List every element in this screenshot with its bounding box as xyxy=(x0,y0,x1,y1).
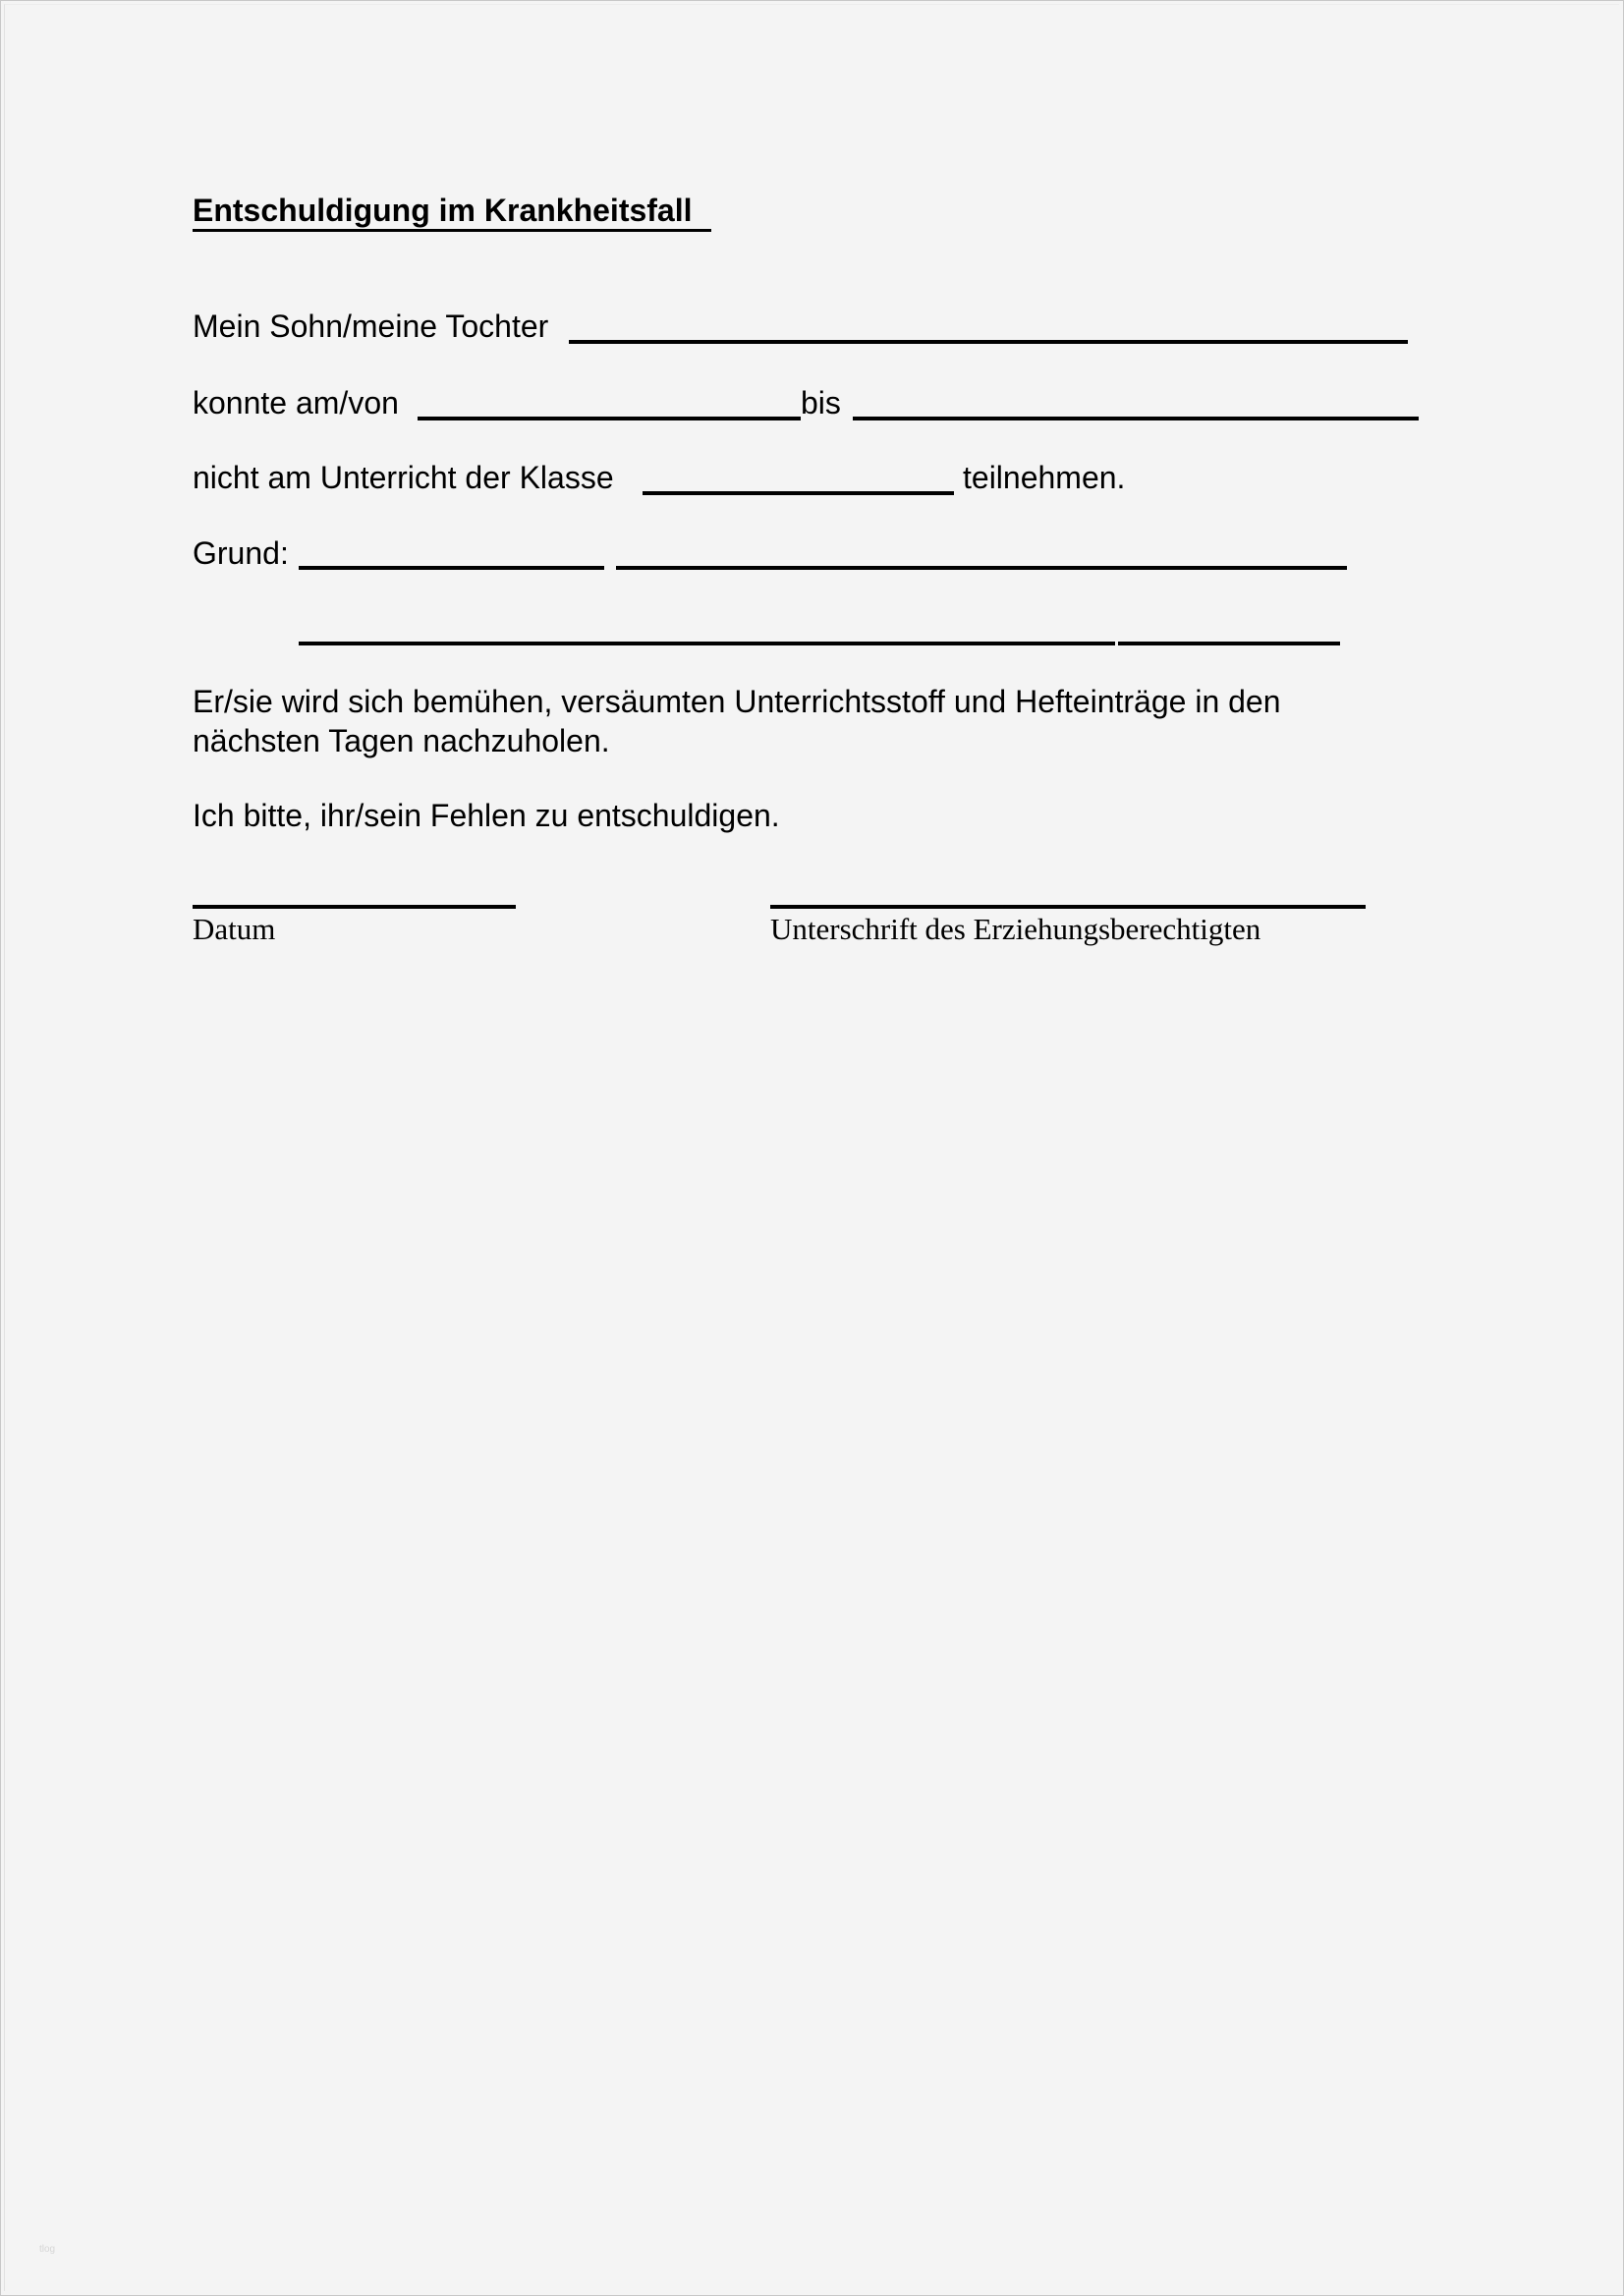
reason-field-2b[interactable] xyxy=(1118,642,1340,645)
reason-field-1a[interactable] xyxy=(299,566,604,570)
reason-field-1b[interactable] xyxy=(616,566,1347,570)
date-signature-field[interactable] xyxy=(193,905,516,909)
date-from-label: konnte am/von xyxy=(193,385,399,420)
watermark: tlog xyxy=(39,2244,56,2255)
title-underline xyxy=(193,229,711,232)
paragraph-line-2: nächsten Tagen nachzuholen. xyxy=(193,723,610,758)
page-frame-inner xyxy=(4,4,1619,2291)
guardian-signature-field[interactable] xyxy=(770,905,1366,909)
paragraph-line-1: Er/sie wird sich bemühen, versäumten Unterrichtsstoff und Hefteinträge in den xyxy=(193,684,1281,719)
date-from-field[interactable] xyxy=(418,417,801,420)
document-title: Entschuldigung im Krankheitsfall xyxy=(193,193,693,228)
date-label: Datum xyxy=(193,912,276,946)
signature-label: Unterschrift des Erziehungsberechtigten xyxy=(770,912,1261,946)
class-field[interactable] xyxy=(643,491,954,495)
reason-field-2a[interactable] xyxy=(299,642,1115,645)
paragraph-request: Ich bitte, ihr/sein Fehlen zu entschuldigen. xyxy=(193,798,780,833)
reason-label: Grund: xyxy=(193,535,289,571)
class-suffix: teilnehmen. xyxy=(963,460,1126,495)
child-name-field[interactable] xyxy=(569,340,1408,344)
date-to-label: bis xyxy=(801,385,841,420)
date-to-field[interactable] xyxy=(853,417,1419,420)
class-prefix: nicht am Unterricht der Klasse xyxy=(193,460,614,495)
child-label: Mein Sohn/meine Tochter xyxy=(193,308,549,344)
